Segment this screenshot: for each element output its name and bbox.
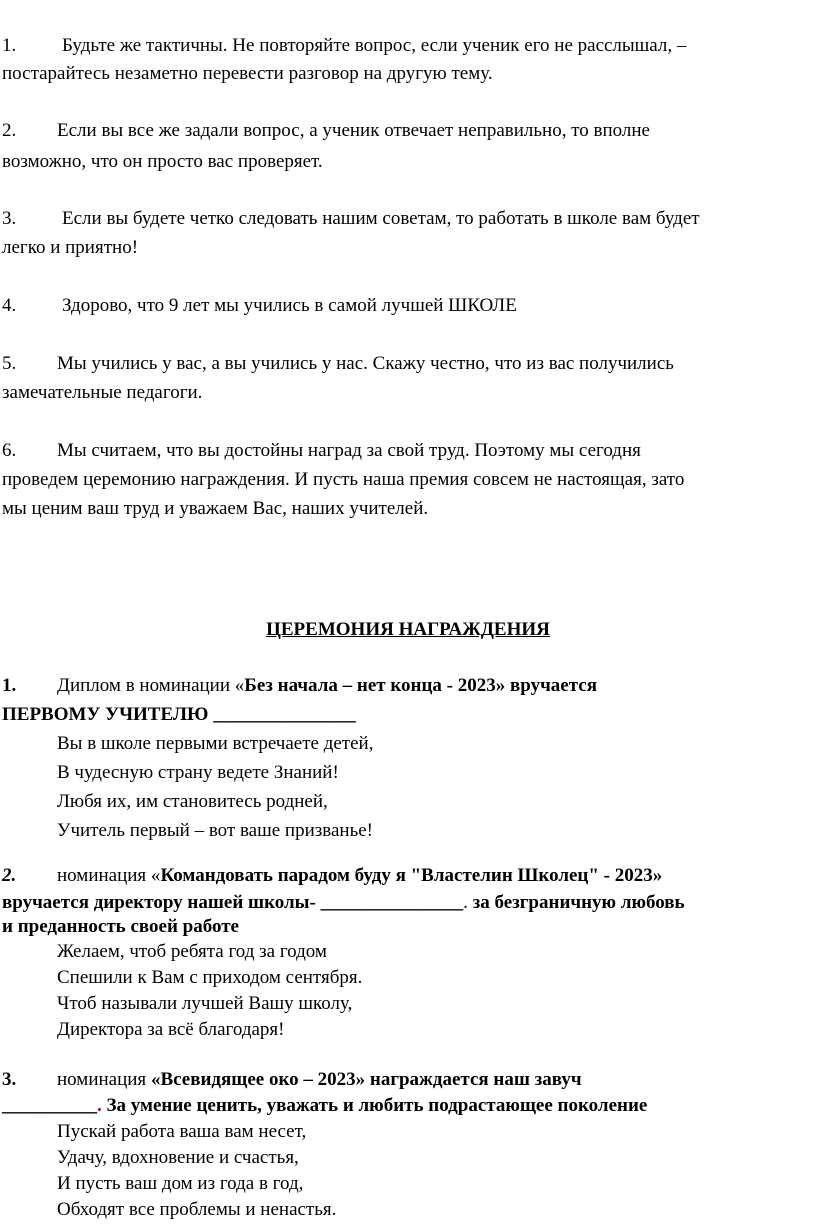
award-heading xyxy=(57,1068,582,1092)
list-item-text: Если вы все же задали вопрос, а ученик отвечает неправильно, то вполне xyxy=(57,120,650,141)
poem-line: Учитель первый – вот ваше призванье! xyxy=(57,820,374,841)
poem-line: Пускай работа ваша вам несет, xyxy=(57,1121,307,1142)
poem-line: Директора за всё благодаря! xyxy=(57,1019,285,1040)
poem-line: Желаем, чтоб ребята год за годом xyxy=(57,941,327,962)
poem-line: Обходят все проблемы и ненастья. xyxy=(57,1199,337,1220)
award-recipient-text: вручается директору нашей школы- _______________ xyxy=(2,892,464,913)
list-item-text: Если вы будете четко следовать нашим советам, то работать в школе вам будет xyxy=(62,208,700,229)
list-number: 4. xyxy=(2,295,17,316)
award-nomination-label: номинация xyxy=(57,1069,151,1090)
award-reason: и преданность своей работе xyxy=(2,916,239,937)
award-nomination-label: номинация « xyxy=(57,865,161,886)
award-number: 1. xyxy=(2,675,17,696)
poem-line: Любя их, им становитесь родней, xyxy=(57,791,328,812)
award-reason: За умение ценить, уважать и любить подрастающее поколение xyxy=(101,1095,648,1116)
award-number: 3. xyxy=(2,1069,17,1090)
list-number: 1. xyxy=(2,35,17,56)
award-reason: за безграничную любовь xyxy=(467,892,685,913)
award-nomination-title: «Всевидящее око – 2023» награждается наш завуч xyxy=(150,1069,582,1090)
award-poem xyxy=(57,940,362,1044)
list-item-text: проведем церемонию награждения. И пусть наша премия совсем не настоящая, зато xyxy=(2,469,685,490)
list-number: 5. xyxy=(2,353,17,374)
poem-line: В чудесную страну ведете Знаний! xyxy=(57,762,339,783)
award-nomination-label: Диплом в номинации « xyxy=(57,675,245,696)
award-poem xyxy=(57,1120,336,1224)
award-nomination-title: Без начала – нет конца - 2023» вручается xyxy=(244,675,598,696)
award-recipient xyxy=(2,891,685,915)
list-item-text: замечательные педагоги. xyxy=(2,382,203,403)
list-item-text: Будьте же тактичны. Не повторяйте вопрос, если ученик его не расслышал, – xyxy=(62,35,687,56)
award-heading xyxy=(57,864,662,888)
list-item-text: Здорово, что 9 лет мы учились в самой лучшей ШКОЛЕ xyxy=(62,295,517,316)
award-heading xyxy=(57,674,597,698)
list-item-text: легко и приятно! xyxy=(2,237,139,258)
award-recipient: ПЕРВОМУ УЧИТЕЛЮ _______________ xyxy=(2,704,356,725)
poem-line: Чтоб называли лучшей Вашу школу, xyxy=(57,993,353,1014)
punctuation: . xyxy=(97,1095,102,1116)
list-item-text: возможно, что он просто вас проверяет. xyxy=(2,151,323,172)
award-poem xyxy=(57,732,373,848)
list-number: 6. xyxy=(2,440,17,461)
list-item-text: постарайтесь незаметно перевести разговор на другую тему. xyxy=(2,63,493,84)
award-number: 2. xyxy=(2,865,17,886)
list-number: 2. xyxy=(2,120,17,141)
list-item-text: Мы учились у вас, а вы учились у нас. Скажу честно, что из вас получились xyxy=(57,353,674,374)
punctuation: . xyxy=(463,892,468,913)
award-recipient-text: __________ xyxy=(2,1095,97,1116)
poem-line: Удачу, вдохновение и счастья, xyxy=(57,1147,299,1168)
award-nomination-title: Командовать парадом буду я "Властелин Школец" - 2023» xyxy=(160,865,663,886)
list-item-text: мы ценим ваш труд и уважаем Вас, наших учителей. xyxy=(2,498,429,519)
poem-line: Спешили к Вам с приходом сентября. xyxy=(57,967,363,988)
list-item-text: Мы считаем, что вы достойны наград за свой труд. Поэтому мы сегодня xyxy=(57,440,641,461)
ceremony-title: ЦЕРЕМОНИЯ НАГРАЖДЕНИЯ xyxy=(266,619,550,640)
award-recipient xyxy=(2,1094,647,1118)
poem-line: Вы в школе первыми встречаете детей, xyxy=(57,733,374,754)
list-number: 3. xyxy=(2,208,17,229)
poem-line: И пусть ваш дом из года в год, xyxy=(57,1173,304,1194)
